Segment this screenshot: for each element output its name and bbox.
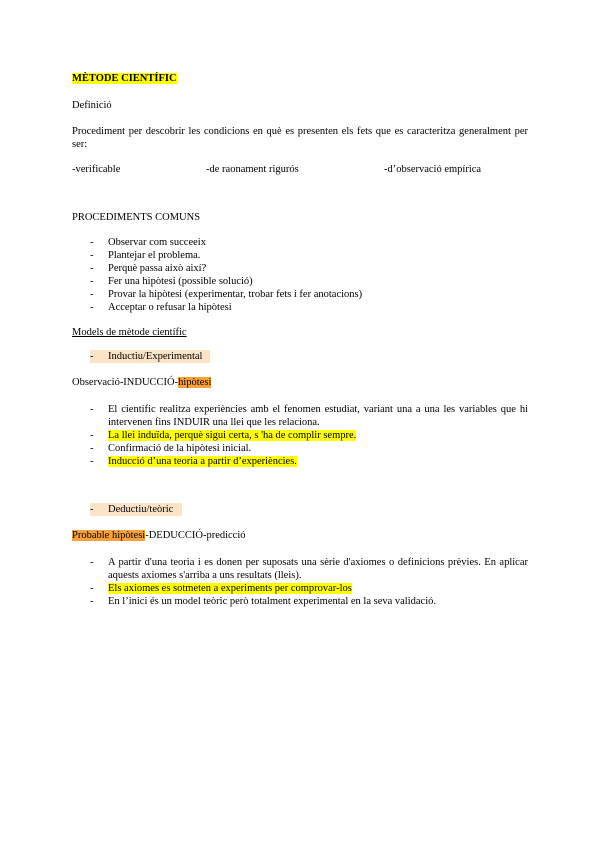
property-raonament: -de raonament rigurós bbox=[206, 164, 299, 175]
dash-bullet: - bbox=[90, 583, 94, 594]
dash-bullet: - bbox=[90, 263, 94, 274]
procedures-list bbox=[90, 236, 528, 314]
definition-text: Procediment per descobrir les condicions en què es presenten els fets que es caracteritza generalment per ser: bbox=[72, 126, 528, 150]
list-item: - A partir d'una teoria i es donen per suposats una sèrie d'axiomes o definicions prèvies. En aplicar aquests axiomes s'arriba a uns resultats (lleis). bbox=[90, 557, 528, 581]
dash-bullet: - bbox=[90, 289, 94, 300]
dash-bullet: - bbox=[90, 456, 94, 467]
dash-bullet: - bbox=[90, 404, 94, 415]
dash-bullet: - bbox=[90, 302, 94, 313]
inductive-list bbox=[90, 403, 528, 468]
deductive-model bbox=[90, 503, 182, 516]
list-item: - Plantejar el problema. bbox=[90, 250, 201, 261]
inductive-flow: Observació-INDUCCIÓ-hipòtesi bbox=[72, 377, 212, 388]
dash-bullet: - bbox=[90, 351, 94, 362]
list-item: - Observar com succeeix bbox=[90, 237, 206, 248]
deductive-label-row: - Deductiu/teòric bbox=[90, 503, 182, 516]
dash-bullet: - bbox=[90, 237, 94, 248]
dash-bullet: - bbox=[90, 443, 94, 454]
deductive-flow: Probable hipòtesi-DEDUCCIÓ-predicció bbox=[72, 530, 246, 541]
list-item: - Els axiomes es sotmeten a experiments per comprovar-los bbox=[90, 583, 352, 594]
procedures-heading: PROCEDIMENTS COMUNS bbox=[72, 212, 201, 223]
list-item: - Fer una hipòtesi (possible solució) bbox=[90, 276, 253, 287]
property-verificable: -verificable bbox=[72, 164, 121, 175]
models-heading: Models de mètode científic bbox=[72, 327, 187, 338]
list-item: - Perquè passa això així? bbox=[90, 263, 207, 274]
property-observacio: -d’observació empírica bbox=[384, 164, 482, 175]
dash-bullet: - bbox=[90, 504, 94, 515]
deductive-list bbox=[90, 556, 528, 608]
list-item: - En l’inici és un model teòric però totalment experimental en la seva validació. bbox=[90, 596, 437, 607]
dash-bullet: - bbox=[90, 250, 94, 261]
dash-bullet: - bbox=[90, 430, 94, 441]
definition-heading: Definició bbox=[72, 100, 112, 111]
document-title: MÈTODE CIENTÍFIC bbox=[72, 73, 177, 84]
list-item: - Acceptar o refusar la hipòtesi bbox=[90, 302, 232, 313]
dash-bullet: - bbox=[90, 557, 94, 568]
list-item: - Confirmació de la hipòtesi inicial. bbox=[90, 443, 252, 454]
list-item: - Inducció d’una teoria a partir d’experiències. bbox=[90, 456, 297, 467]
list-item: - El científic realitza experiències amb el fenomen estudiat, variant una a una les variables que hi intervenen fins INDUIR una llei que les relaciona. bbox=[90, 404, 528, 428]
inductive-model bbox=[90, 350, 210, 363]
dash-bullet: - bbox=[90, 596, 94, 607]
list-item: - La llei induïda, perquè sigui certa, s 'ha de complir sempre. bbox=[90, 430, 357, 441]
list-item: - Provar la hipòtesi (experimentar, trobar fets i fer anotacions) bbox=[90, 289, 363, 300]
dash-bullet: - bbox=[90, 276, 94, 287]
inductive-label-row: - Inductiu/Experimental bbox=[90, 350, 210, 363]
